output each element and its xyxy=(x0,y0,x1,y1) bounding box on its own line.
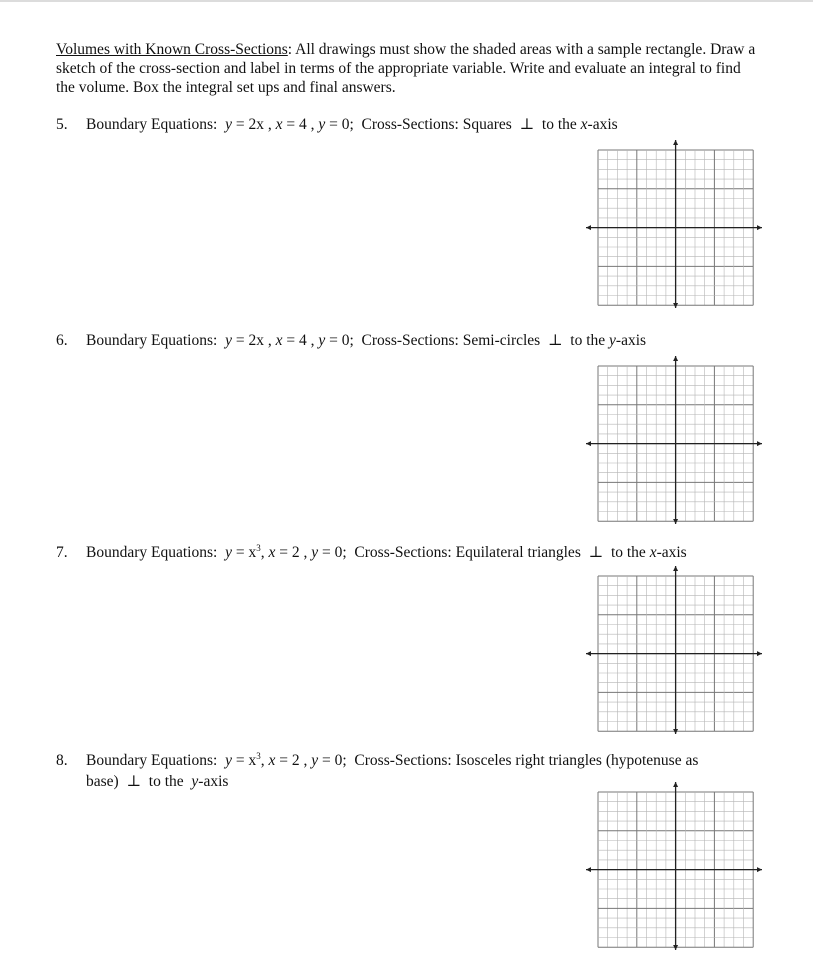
axis-suffix: -axis xyxy=(656,544,687,561)
axis-var: y xyxy=(609,332,616,349)
eq3: = 0; xyxy=(321,544,347,561)
eq3-var: y xyxy=(311,544,319,561)
eq1-var: y xyxy=(225,544,232,561)
cross-section-label: Cross-Sections: Equilateral triangles xyxy=(354,544,581,561)
eq1-exponent: 3 xyxy=(256,751,261,761)
axis-text: to the xyxy=(610,544,646,561)
coordinate-grid-8[interactable] xyxy=(584,778,766,954)
eq1: = x xyxy=(235,544,257,561)
axes xyxy=(586,356,762,524)
problem-7 xyxy=(56,538,756,563)
top-border xyxy=(0,0,813,2)
eq1-tail: , xyxy=(260,544,265,561)
instructions xyxy=(56,40,756,97)
axis-suffix: -axis xyxy=(587,116,618,133)
problem-number: 6. xyxy=(56,332,68,349)
eq2: = 2 , xyxy=(279,544,308,561)
eq3: = 0; xyxy=(329,116,354,133)
cross-section-label: Cross-Sections: Isosceles right triangles (hypotenuse as xyxy=(354,752,699,769)
instructions-title: Volumes with Known Cross-Sections xyxy=(56,41,288,58)
eq1: = x xyxy=(235,752,257,769)
perpendicular-icon: ⊥ xyxy=(126,773,142,790)
axis-var: x xyxy=(649,544,657,561)
eq2: = 4 , xyxy=(286,332,315,349)
eq1-exponent: 3 xyxy=(256,543,261,553)
eq2-var: x xyxy=(275,116,283,133)
boundary-label: Boundary Equations: xyxy=(86,116,218,133)
eq2-var: x xyxy=(268,752,276,769)
eq2: = 2 , xyxy=(279,752,308,769)
eq1: = 2x , xyxy=(235,116,272,133)
problem-number: 7. xyxy=(56,544,68,561)
axes xyxy=(586,782,762,950)
eq3-var: y xyxy=(318,332,326,349)
problem-number: 5. xyxy=(56,116,68,133)
eq2-var: x xyxy=(268,544,276,561)
problem-5 xyxy=(56,114,756,135)
eq3: = 0; xyxy=(321,752,347,769)
axis-suffix: -axis xyxy=(198,773,229,790)
eq3-var: y xyxy=(311,752,319,769)
instructions-text: : All drawings must show the shaded areas with a sample rectangle. Draw a sketch of the cross-section and label in terms of the appropriate variable. Write and evaluate an integral to find the volume. Box the integral set ups and final answers. xyxy=(56,41,756,96)
eq2-var: x xyxy=(275,332,283,349)
coordinate-grid-7[interactable] xyxy=(584,562,766,738)
axis-text: to the xyxy=(541,116,577,133)
axes xyxy=(586,140,762,308)
cross-section-label: Cross-Sections: Squares xyxy=(361,116,512,133)
axis-text: to the xyxy=(148,773,184,790)
axes xyxy=(586,566,762,734)
boundary-label: Boundary Equations: xyxy=(86,332,218,349)
boundary-label: Boundary Equations: xyxy=(86,544,218,561)
perpendicular-icon: ⊥ xyxy=(547,332,563,349)
eq1-tail: , xyxy=(260,752,265,769)
coordinate-grid-6[interactable] xyxy=(584,352,766,528)
eq1-var: y xyxy=(225,752,232,769)
eq1: = 2x , xyxy=(235,332,272,349)
eq3-var: y xyxy=(318,116,326,133)
perpendicular-icon: ⊥ xyxy=(519,116,535,133)
axis-var: x xyxy=(580,116,588,133)
problem-number: 8. xyxy=(56,752,68,769)
axis-var: y xyxy=(191,773,199,790)
axis-text: to the xyxy=(570,332,606,349)
eq3: = 0; xyxy=(329,332,354,349)
problem-6 xyxy=(56,330,756,351)
cross-section-label-cont: base) xyxy=(86,773,119,790)
perpendicular-icon: ⊥ xyxy=(588,544,604,561)
eq1-var: y xyxy=(225,332,232,349)
axis-suffix: -axis xyxy=(615,332,647,349)
boundary-label: Boundary Equations: xyxy=(86,752,218,769)
coordinate-grid-5[interactable] xyxy=(584,136,766,312)
eq1-var: y xyxy=(225,116,232,133)
cross-section-label: Cross-Sections: Semi-circles xyxy=(361,332,541,349)
eq2: = 4 , xyxy=(286,116,315,133)
